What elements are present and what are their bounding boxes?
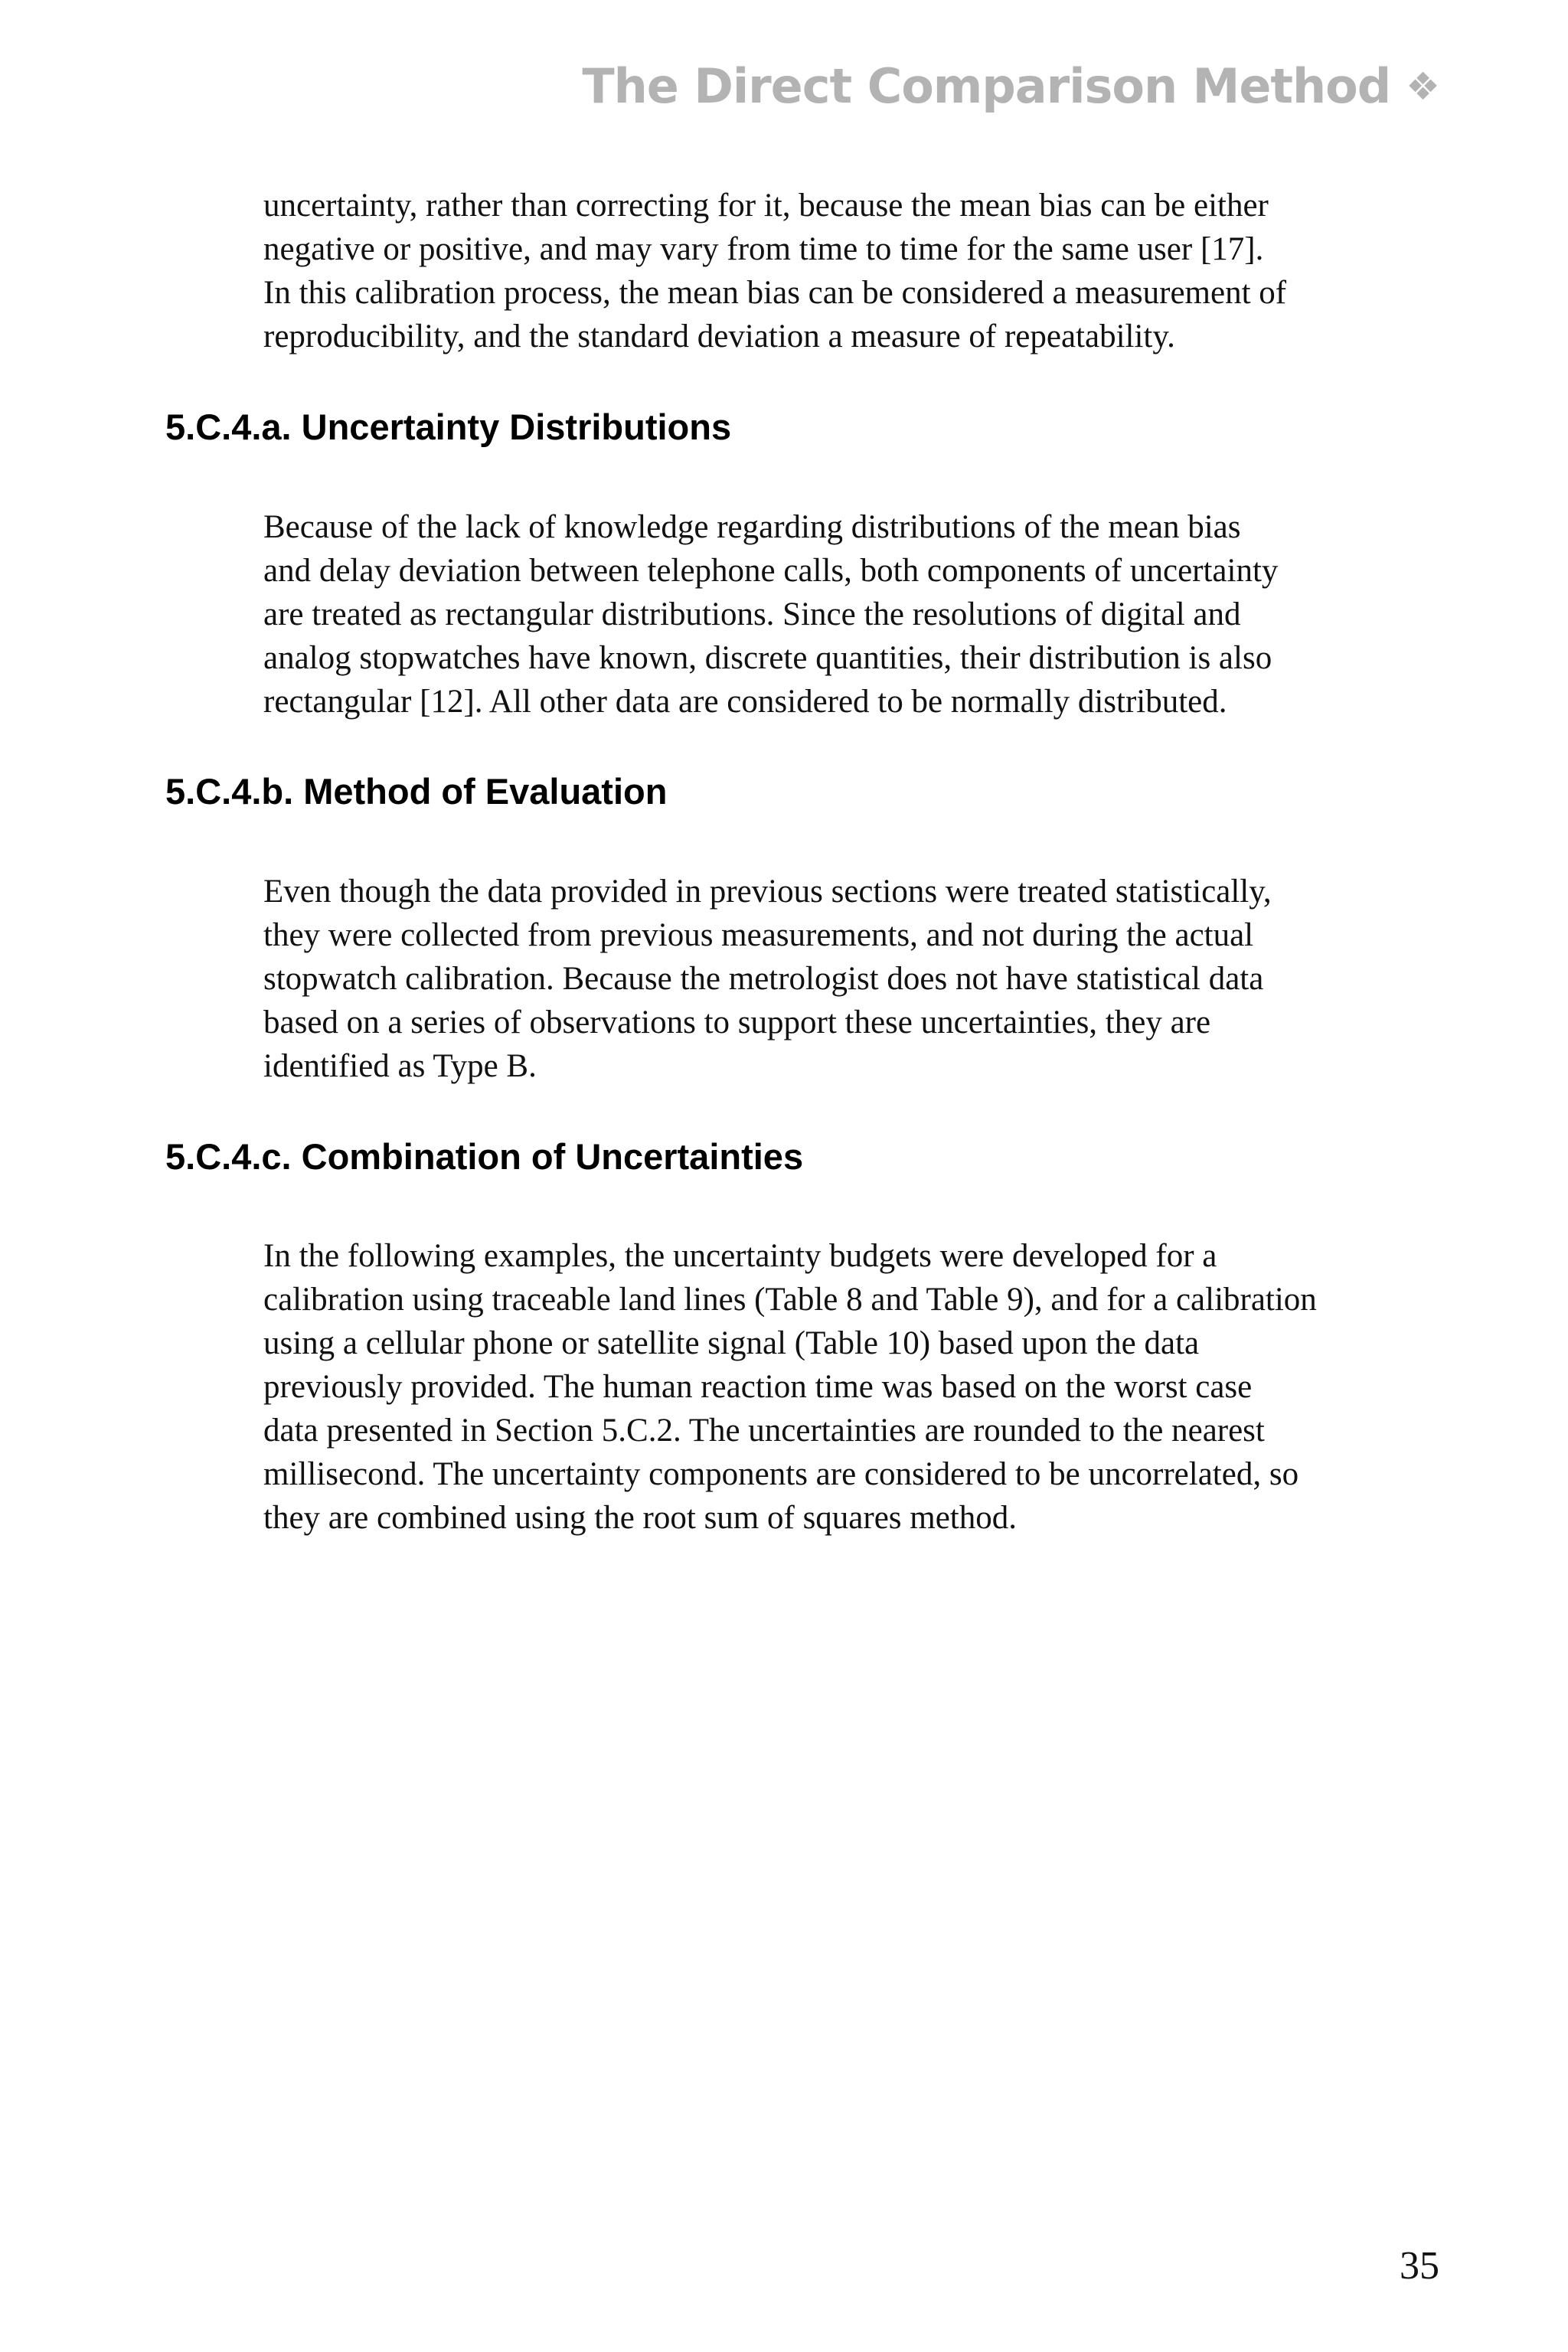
section-body-method-of-evaluation: Even though the data provided in previous sections were treated statistically, they were collected from previous measurements, and not during the actual stopwatch calibration. Because the metrologist does not have statistical data based on a series of observations to support these uncertainties, they are identified as Type B.: [263, 874, 1272, 1084]
ornament-icon: ❖: [1406, 64, 1439, 109]
section-body-combination-of-uncertainties: In the following examples, the uncertainty budgets were developed for a calibration using traceable land lines (Table 8 and Table 9), and for a calibration using a cellular phone or satellite signal (Table 10) based upon the data previously provided. The human reaction time was based on the worst case data presented in Section 5.C.2. The uncertainties are rounded to the nearest millisecond. The uncertainty components are considered to be uncorrelated, so they are combined using the root sum of squares method.: [263, 1238, 1317, 1536]
running-header-title: The Direct Comparison Method: [582, 58, 1391, 114]
section-heading-method-of-evaluation: 5.C.4.b. Method of Evaluation: [165, 771, 668, 812]
section-heading-combination-of-uncertainties: 5.C.4.c. Combination of Uncertainties: [165, 1136, 804, 1177]
page-number: 35: [1400, 2244, 1439, 2288]
running-header: [582, 58, 1439, 114]
section-heading-uncertainty-distributions: 5.C.4.a. Uncertainty Distributions: [165, 407, 732, 447]
intro-paragraph: uncertainty, rather than correcting for it, because the mean bias can be either negative or positive, and may vary from time to time for the same user [17]. In this calibration process, the mean bias can be considered a measurement of reproducibility, and the standard deviation a measure of repeatability.: [263, 188, 1287, 354]
section-body-uncertainty-distributions: Because of the lack of knowledge regarding distributions of the mean bias and delay deviation between telephone calls, both components of uncertainty are treated as rectangular distributions. Since the resolutions of digital and analog stopwatches have known, discrete quantities, their distribution is also rectangular [12]. All other data are considered to be normally distributed.: [263, 509, 1279, 720]
